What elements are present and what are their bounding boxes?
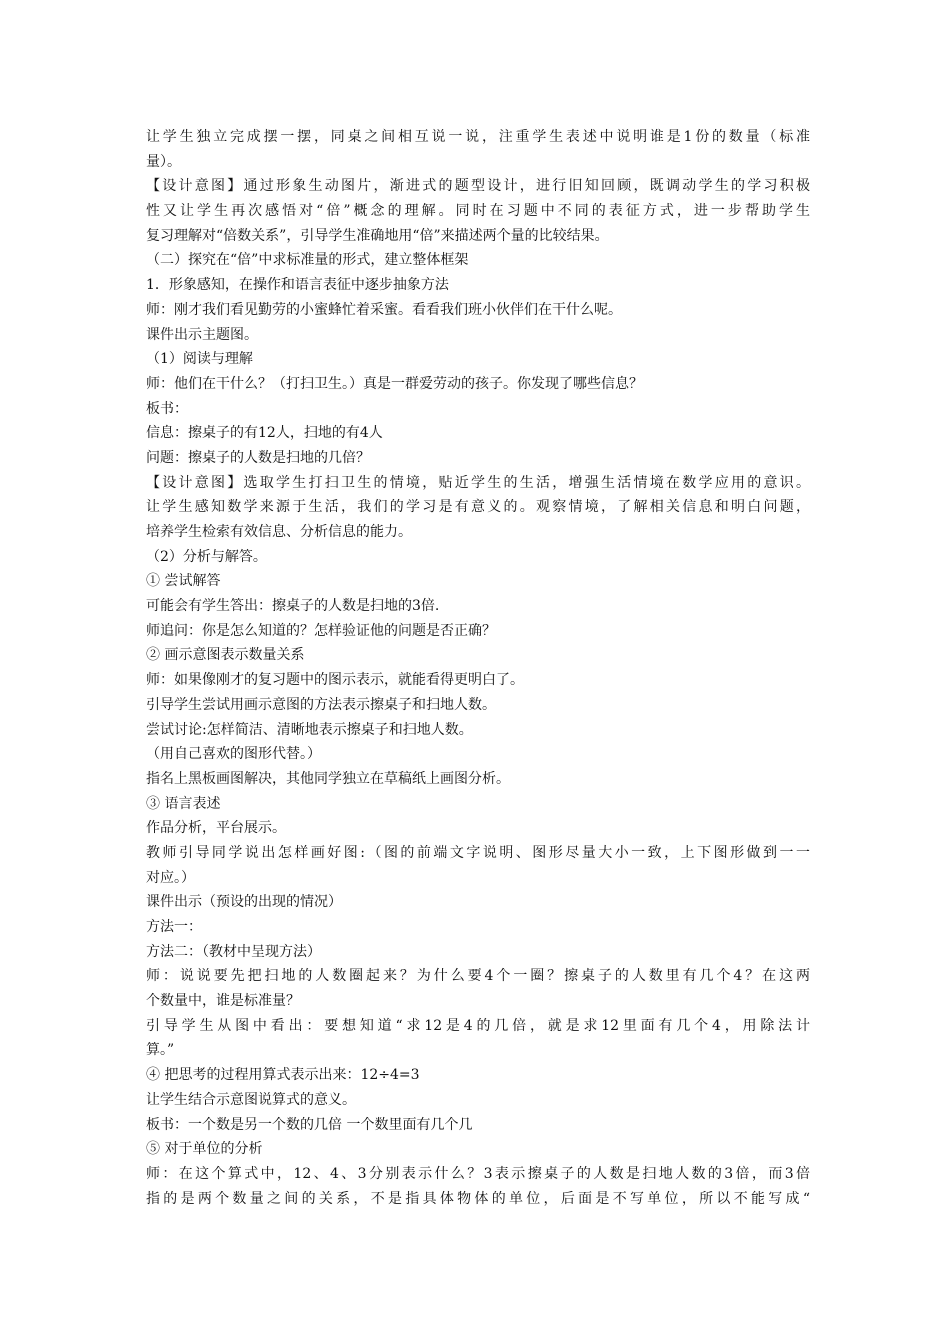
text-line: 板书：: [146, 400, 188, 417]
text-line: ③ 语言表述: [146, 795, 221, 812]
text-line: 算。”: [146, 1042, 175, 1059]
text-line: 尝试讨论:怎样简洁、清晰地表示擦桌子和扫地人数。: [146, 721, 473, 738]
text-line: 个数量中，谁是标准量？: [146, 993, 300, 1010]
text-line: 【设计意图】通过形象生动图片，渐进式的题型设计，进行旧知回顾，既调动学生的学习积极: [146, 178, 810, 195]
text-line: 【设计意图】选取学生打扫卫生的情境，贴近学生的生活，增强生活情境在数学应用的意识。: [146, 474, 810, 491]
text-line: 课件出示（预设的出现的情况）: [146, 894, 342, 911]
text-line: 让学生感知数学来源于生活，我们的学习是有意义的。观察情境，了解相关信息和明白问题，: [146, 499, 810, 516]
text-line: （用自己喜欢的图形代替。）: [146, 746, 321, 763]
text-line: 师：在这个算式中，12、4、3分别表示什么？3表示擦桌子的人数是扫地人数的3倍，而3倍: [146, 1165, 810, 1182]
text-line: 1．形象感知，在操作和语言表征中逐步抽象方法: [146, 277, 449, 294]
text-line: 板书：一个数是另一个数的几倍 一个数里面有几个几: [146, 1116, 473, 1133]
text-line: 作品分析，平台展示。: [146, 820, 286, 837]
text-line: 指的是两个数量之间的关系，不是指具体物体的单位，后面是不写单位，所以不能写成“: [146, 1190, 810, 1207]
text-line: 引导学生尝试用画示意图的方法表示擦桌子和扫地人数。: [146, 696, 496, 713]
text-line: 方法一：: [146, 919, 202, 935]
text-line: 引导学生从图中看出：要想知道“求12是4的几倍，就是求12里面有几个4，用除法计: [146, 1017, 810, 1034]
text-line: 培养学生检索有效信息、分析信息的能力。: [146, 524, 412, 540]
text-line: （1）阅读与理解: [146, 351, 253, 368]
text-line: ① 尝试解答: [146, 573, 221, 590]
text-line: 师：刚才我们看见勤劳的小蜜蜂忙着采蜜。看看我们班小伙伴们在干什么呢。: [146, 301, 622, 318]
text-line: 师：说说要先把扫地的人数圈起来？为什么要4个一圈？擦桌子的人数里有几个4？在这两: [146, 968, 810, 985]
text-line: 对应。）: [146, 869, 195, 886]
text-line: 师追问：你是怎么知道的？怎样验证他的问题是否正确？: [146, 622, 496, 639]
text-line: 指名上黑板画图解决，其他同学独立在草稿纸上画图分析。: [146, 770, 510, 787]
text-line: 让学生结合示意图说算式的意义。: [146, 1091, 356, 1108]
text-line: 复习理解对“倍数关系”，引导学生准确地用“倍”来描述两个量的比较结果。: [146, 227, 609, 244]
document-body: [146, 125, 810, 1211]
text-line: 信息：擦桌子的有12人，扫地的有4人: [146, 425, 383, 442]
text-line: 教师引导同学说出怎样画好图:（图的前端文字说明、图形尽量大小一致，上下图形做到一一: [146, 844, 810, 861]
text-line: 让学生独立完成摆一摆，同桌之间相互说一说，注重学生表述中说明谁是1份的数量（标准: [146, 129, 810, 145]
text-line: （2）分析与解答。: [146, 548, 267, 565]
text-line: ④ 把思考的过程用算式表示出来：12÷4=3: [146, 1067, 420, 1084]
text-line: 可能会有学生答出：擦桌子的人数是扫地的3倍.: [146, 598, 440, 615]
text-line: 性又让学生再次感悟对“倍”概念的理解。同时在习题中不同的表征方式，进一步帮助学生: [146, 203, 810, 220]
text-line: 问题：擦桌子的人数是扫地的几倍？: [146, 449, 370, 466]
text-line: ② 画示意图表示数量关系: [146, 647, 305, 664]
text-line: 课件出示主题图。: [146, 326, 258, 343]
text-line: 师：如果像刚才的复习题中的图示表示，就能看得更明白了。: [146, 672, 524, 689]
text-line: 方法二：（教材中呈现方法）: [146, 943, 321, 960]
text-line: 师：他们在干什么？（打扫卫生。）真是一群爱劳动的孩子。你发现了哪些信息？: [146, 375, 643, 392]
text-line: ⑤ 对于单位的分析: [146, 1141, 263, 1158]
text-line: 量）。: [146, 153, 181, 170]
text-line: （二）探究在“倍”中求标准量的形式，建立整体框架: [146, 252, 469, 269]
